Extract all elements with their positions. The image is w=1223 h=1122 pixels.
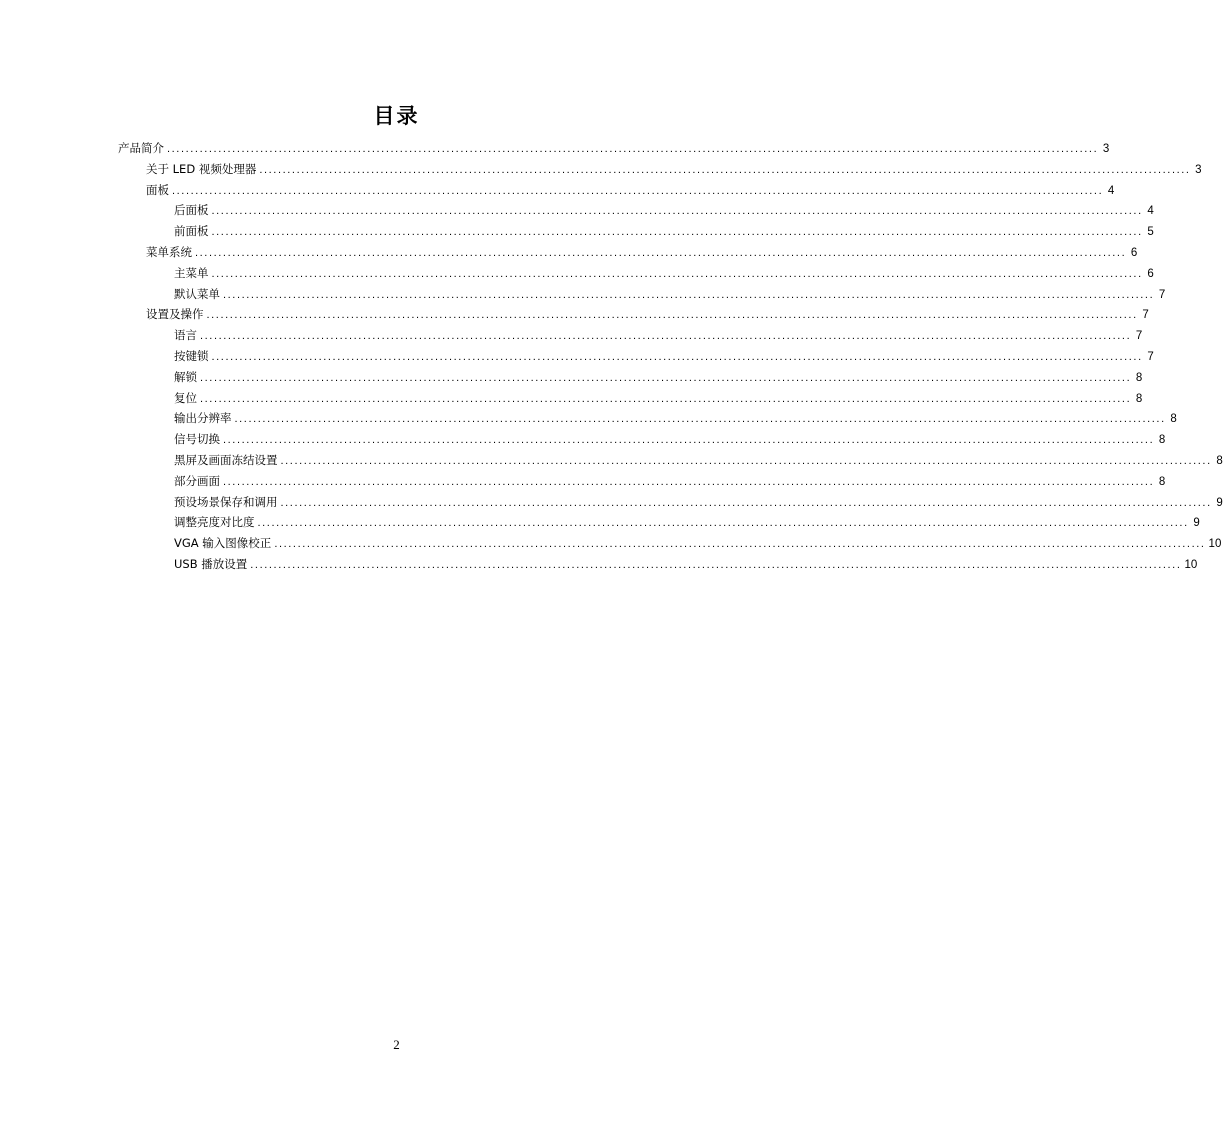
toc-leader-dots: ........................................................................................................................................................................................................ [250,559,1182,571]
toc-leader-dots: ........................................................................................................................................................................................................ [211,351,1143,363]
toc-entry-line [146,242,1138,262]
toc-leader-dots: ........................................................................................................................................................................................................ [280,496,1212,509]
toc-leader-dots: ........................................................................................................................................................................................................ [200,371,1132,384]
toc-entry-label: 解锁 [174,367,200,387]
toc-entry-line [174,325,1143,345]
toc-entry-line [174,533,1222,553]
toc-entry[interactable] [0,408,1177,428]
toc-entry-line [174,471,1166,491]
toc-entry[interactable] [0,554,1198,574]
toc-entry[interactable] [0,180,1115,200]
toc-entry-line [118,138,1110,158]
toc-entry-page-number: 4 [1107,184,1115,197]
toc-entry-label: 预设场景保存和调用 [174,492,281,512]
toc-entry-page-number: 3 [1102,143,1110,155]
toc-entry-page-number: 8 [1135,371,1143,384]
toc-entry[interactable] [0,367,1143,387]
toc-entry-page-number: 7 [1135,330,1143,343]
toc-leader-dots: ........................................................................................................................................................................................................ [167,143,1099,155]
toc-leader-dots: ........................................................................................................................................................................................................ [206,309,1138,322]
toc-leader-dots: ........................................................................................................................................................................................................ [257,517,1189,530]
toc-leader-dots: ........................................................................................................................................................................................................ [259,163,1191,176]
toc-leader-dots: ........................................................................................................................................................................................................ [211,226,1143,239]
toc-leader-dots: ........................................................................................................................................................................................................ [200,392,1132,405]
toc-entry-label: 设置及操作 [146,304,207,324]
toc-entry-line [174,200,1154,220]
toc-entry-page-number: 7 [1158,288,1166,301]
toc-entry-page-number: 7 [1142,309,1149,322]
toc-entry-page-number: 8 [1170,413,1177,426]
toc-entry-page-number: 7 [1147,351,1154,363]
toc-entry-line [174,388,1143,408]
toc-entry-line [174,346,1154,366]
toc-entry-line [174,367,1143,387]
toc-entry[interactable] [0,533,1222,553]
toc-entry-page-number: 5 [1147,226,1154,239]
toc-leader-dots: ........................................................................................................................................................................................................ [234,413,1166,426]
toc-leader-dots: ........................................................................................................................................................................................................ [280,455,1212,467]
toc-entry-label: 默认菜单 [174,284,223,304]
toc-entry-label: 菜单系统 [146,242,195,262]
toc-entry-label: 面板 [146,180,172,200]
toc-entry[interactable] [0,284,1166,304]
toc-entry-label: 复位 [174,388,200,408]
toc-entry-line [146,304,1149,324]
toc-entry[interactable] [0,388,1143,408]
page-number: 2 [393,1037,400,1052]
toc-entry[interactable] [0,221,1154,241]
toc-entry[interactable] [0,346,1154,366]
toc-leader-dots: ........................................................................................................................................................................................................ [211,267,1143,280]
toc-entry-label: 信号切换 [174,429,223,449]
toc-entry[interactable] [0,242,1138,262]
toc-entry-page-number: 8 [1216,455,1223,467]
toc-entry-line [174,429,1166,449]
toc-leader-dots: ........................................................................................................................................................................................................ [274,538,1206,551]
toc-entry[interactable] [0,200,1154,220]
toc-entry-label: 按键锁 [174,346,212,366]
toc-entry-line [174,450,1223,470]
toc-entry-line [146,159,1202,179]
toc-entry-page-number: 8 [1135,392,1143,405]
toc-entry-page-number: 4 [1147,205,1154,218]
toc-title: 目录 [373,104,420,128]
toc-entry-label: 后面板 [174,200,212,220]
toc-entry[interactable] [0,471,1166,491]
toc-leader-dots: ........................................................................................................................................................................................................ [223,288,1155,301]
toc-entry[interactable] [0,304,1149,324]
toc-entry[interactable] [0,325,1143,345]
toc-entry-label: VGA 输入图像校正 [174,533,274,553]
toc-entry[interactable] [0,492,1223,512]
toc-entry[interactable] [0,159,1202,179]
toc-entry-line [174,512,1200,532]
toc-entry-page-number: 9 [1193,517,1200,530]
toc-entry-page-number: 3 [1195,163,1202,176]
toc-entry-page-number: 6 [1130,247,1138,259]
toc-leader-dots: ........................................................................................................................................................................................................ [223,434,1155,447]
toc-entry[interactable] [0,512,1200,532]
toc-entry-label: USB 播放设置 [174,554,250,574]
toc-entry-label: 产品简介 [118,138,167,158]
toc-entry-label: 前面板 [174,221,212,241]
toc-leader-dots: ........................................................................................................................................................................................................ [195,247,1127,259]
toc-entry-page-number: 10 [1208,538,1222,551]
toc-entry-line [174,263,1154,283]
toc-entry-label: 输出分辨率 [174,408,235,428]
toc-entry[interactable] [0,450,1223,470]
toc-entry-page-number: 8 [1158,434,1166,447]
toc-entry-label: 部分画面 [174,471,223,491]
toc-entry-line [174,284,1166,304]
toc-entry-line [174,554,1198,574]
toc-entry-page-number: 10 [1184,559,1198,571]
toc-entry-page-number: 8 [1158,475,1166,488]
toc-entry-page-number: 6 [1147,267,1154,280]
toc-entry-label: 主菜单 [174,263,212,283]
toc-entry-label: 黑屏及画面冻结设置 [174,450,281,470]
toc-leader-dots: ........................................................................................................................................................................................................ [223,475,1155,488]
toc-entry[interactable] [0,138,1110,158]
toc-entry[interactable] [0,429,1166,449]
toc-entry-line [174,408,1177,428]
toc-leader-dots: ........................................................................................................................................................................................................ [211,205,1143,218]
toc-entry[interactable] [0,263,1154,283]
toc-entry-line [174,492,1223,512]
toc-entry-line [174,221,1154,241]
toc-entry-label: 语言 [174,325,200,345]
toc-entry-page-number: 9 [1216,496,1223,509]
toc-entry-label: 关于 LED 视频处理器 [146,159,259,179]
toc-entry-line [146,180,1115,200]
toc-leader-dots: ........................................................................................................................................................................................................ [200,330,1132,343]
toc-leader-dots: ........................................................................................................................................................................................................ [172,184,1104,197]
toc-entry-label: 调整亮度对比度 [174,512,258,532]
